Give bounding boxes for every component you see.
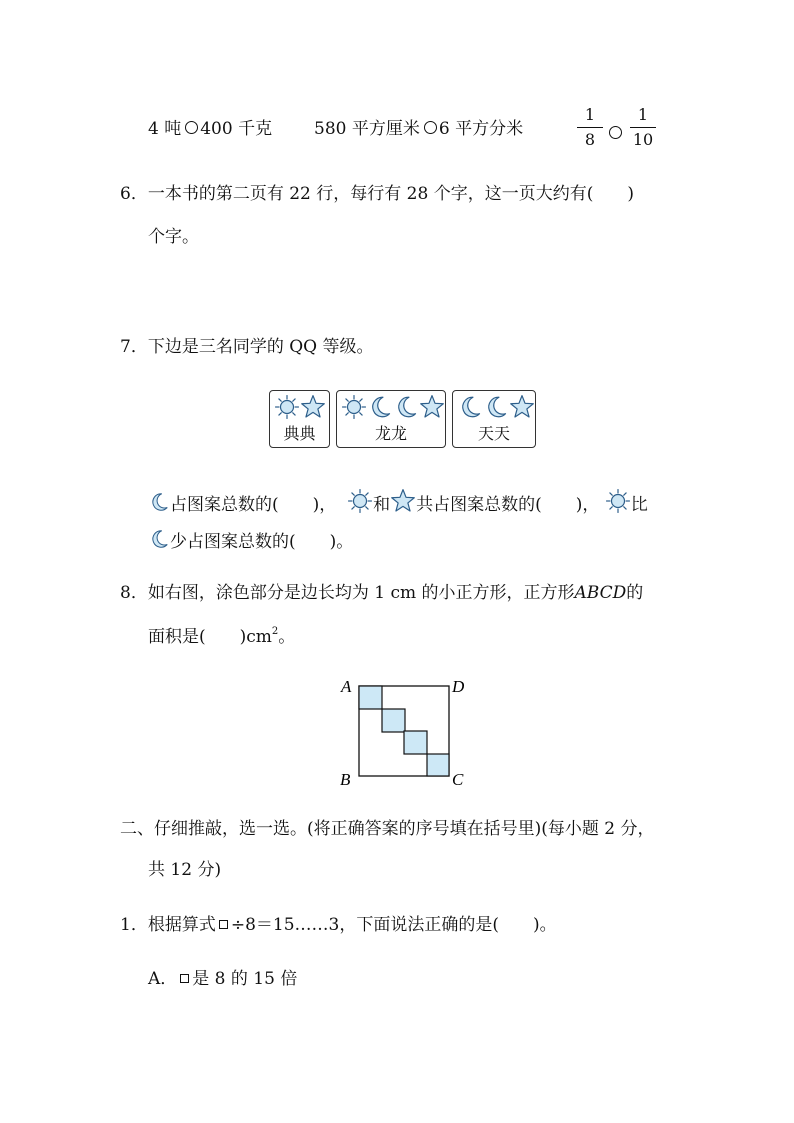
- q7-l2: 少占图案总数的( )。: [170, 532, 354, 552]
- fraction-right: [628, 106, 658, 149]
- s2q1-post: ÷8＝15……3，下面说法正确的是( )。: [230, 915, 557, 935]
- shaded-square: [382, 709, 405, 732]
- qq-card-longlong: [336, 390, 446, 448]
- card-icons: [457, 394, 535, 420]
- option-a-text: 是 8 的 15 倍: [192, 969, 298, 989]
- shaded-square: [359, 686, 382, 709]
- q7-line1: [148, 488, 648, 516]
- sun-icon: [274, 394, 300, 420]
- qq-card-tiantian: [452, 390, 536, 448]
- s2q1-question: [120, 914, 557, 936]
- fraction-denominator: 10: [632, 130, 654, 149]
- sun-icon: [605, 488, 631, 514]
- s2q1-pre: 1．根据算式: [120, 915, 216, 935]
- blank-box-icon: [219, 920, 228, 929]
- q8-line2: [148, 626, 295, 651]
- star-icon: [390, 488, 416, 514]
- star-icon: [300, 394, 326, 420]
- moon-icon: [483, 394, 509, 420]
- q8-abcd: ABCD: [574, 583, 627, 603]
- card-name: 龙龙: [374, 424, 407, 443]
- q8-l2-sup: 2: [271, 626, 279, 637]
- star-icon: [509, 394, 535, 420]
- shaded-square: [404, 731, 427, 754]
- moon-icon: [148, 490, 170, 514]
- label-d: D: [452, 677, 465, 696]
- compare-item1-right: 400 千克: [200, 119, 273, 139]
- sun-icon: [341, 394, 367, 420]
- moon-icon: [367, 394, 393, 420]
- fraction-left: [575, 106, 605, 149]
- q8-l1-post: 的: [626, 583, 644, 603]
- card-icons: [341, 394, 445, 420]
- label-c: C: [452, 770, 464, 789]
- label-b: B: [340, 770, 351, 789]
- q8-l2-pre: 面积是( )cm: [148, 627, 272, 647]
- card-name: 天天: [477, 424, 510, 443]
- compare-item2-left: 580 平方厘米: [314, 119, 420, 139]
- square-abcd-figure: [335, 672, 475, 790]
- compare-circle[interactable]: [609, 126, 622, 139]
- compare-circle[interactable]: [185, 121, 198, 134]
- section2-heading-line1: 二、仔细推敲，选一选。(将正确答案的序号填在括号里)(每小题 2 分，: [120, 819, 655, 839]
- q7-l1-b: 和: [373, 495, 391, 515]
- q8-line1: [120, 582, 643, 604]
- card-icons: [274, 394, 326, 420]
- fraction-denominator: 8: [584, 130, 596, 149]
- sun-icon: [347, 488, 373, 514]
- option-a-label: A．: [148, 969, 178, 989]
- compare-row: [148, 118, 272, 140]
- q8-l1-pre: 8．如右图，涂色部分是边长均为 1 cm 的小正方形，正方形: [120, 583, 575, 603]
- compare-circle[interactable]: [424, 121, 437, 134]
- q8-l2-post: 。: [278, 627, 296, 647]
- q7-l1-d: 比: [630, 495, 648, 515]
- q6-line2: 个字。: [148, 227, 199, 247]
- compare-item1-left: 4 吨: [148, 119, 182, 139]
- section2-heading-line2: 共 12 分): [148, 860, 222, 880]
- q7-title: 7．下边是三名同学的 QQ 等级。: [120, 337, 374, 357]
- moon-icon: [393, 394, 419, 420]
- shaded-square: [427, 754, 449, 776]
- q7-l1-a: 占图案总数的( )，: [170, 495, 337, 515]
- moon-icon: [457, 394, 483, 420]
- card-name: 典典: [283, 424, 316, 443]
- fraction-numerator: 1: [637, 105, 649, 124]
- label-a: A: [341, 677, 352, 696]
- blank-box-icon: [180, 974, 189, 983]
- s2q1-option-a[interactable]: [148, 968, 297, 990]
- compare-item2-right: 6 平方分米: [438, 119, 524, 139]
- compare-row-2: [314, 118, 523, 140]
- fraction-numerator: 1: [584, 105, 596, 124]
- q6-line1: 6．一本书的第二页有 22 行，每行有 28 个字，这一页大约有( ): [120, 184, 634, 204]
- moon-icon: [148, 527, 170, 551]
- qq-card-diandian: [269, 390, 330, 448]
- q7-line2: [148, 527, 353, 553]
- star-icon: [419, 394, 445, 420]
- q7-l1-c: 共占图案总数的( )，: [416, 495, 600, 515]
